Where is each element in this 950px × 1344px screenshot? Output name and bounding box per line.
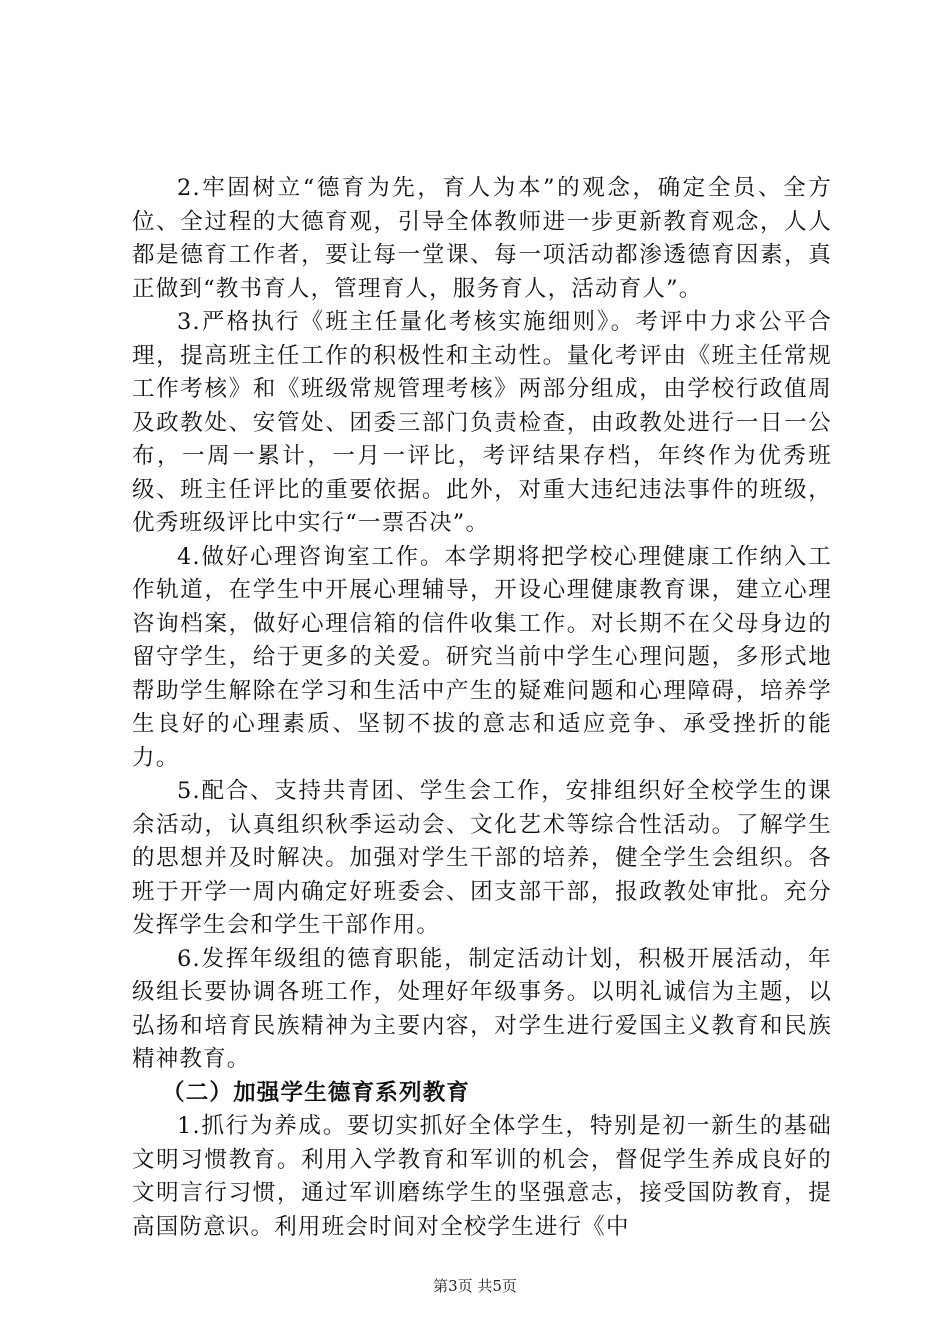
paragraph-item-4: 4.做好心理咨询室工作。本学期将把学校心理健康工作纳入工作轨道，在学生中开展心理辅导，开设心理健康教育课，建立心理咨询档案，做好心理信箱的信件收集工作。对长期不在父母身边的留守学生，给于更多的关爱。研究当前中学生心理问题，多形式地帮助学生解除在学习和生活中产生的疑难问题和心理障碍，培养学生良好的心理素质、坚韧不拔的意志和适应竞争、承受挫折的能力。 [132,543,832,771]
paragraph-item-6: 6.发挥年级组的德育职能，制定活动计划，积极开展活动，年级组长要协调各班工作，处理好年级事务。以明礼诚信为主题，以弘扬和培育民族精神为主要内容，对学生进行爱国主义教育和民族精神教育。 [132,945,832,1072]
page-footer: 第3页 共5页 [433,1277,517,1295]
document-body [132,172,832,1244]
section-heading: （二）加强学生德育系列教育 [162,1079,471,1106]
paragraph-item-1: 1.抓行为养成。要切实抓好全体学生，特别是初一新生的基础文明习惯教育。利用入学教育和军训的机会，督促学生养成良好的文明言行习惯，通过军训磨练学生的坚强意志，接受国防教育，提高国防意识。利用班会时间对全校学生进行《中 [132,1113,832,1240]
paragraph-item-5: 5.配合、支持共青团、学生会工作，安排组织好全校学生的课余活动，认真组织秋季运动会、文化艺术等综合性活动。了解学生的思想并及时解决。加强对学生干部的培养，健全学生会组织。各班于开学一周内确定好班委会、团支部干部，报政教处审批。充分发挥学生会和学生干部作用。 [132,778,832,938]
paragraph-item-3: 3.严格执行《班主任量化考核实施细则》。考评中力求公平合理，提高班主任工作的积极性和主动性。量化考评由《班主任常规工作考核》和《班级常规管理考核》两部分组成，由学校行政值周及政教处、安管处、团委三部门负责检查，由政教处进行一日一公布，一周一累计，一月一评比，考评结果存档，年终作为优秀班级、班主任评比的重要依据。此外，对重大违纪违法事件的班级，优秀班级评比中实行“一票否决”。 [132,309,832,536]
paragraph-item-2: 2.牢固树立“德育为先，育人为本”的观念，确定全员、全方位、全过程的大德育观，引导全体教师进一步更新教育观念，人人都是德育工作者，要让每一堂课、每一项活动都渗透德育因素，真正做到“教书育人，管理育人，服务育人，活动育人”。 [132,175,832,302]
